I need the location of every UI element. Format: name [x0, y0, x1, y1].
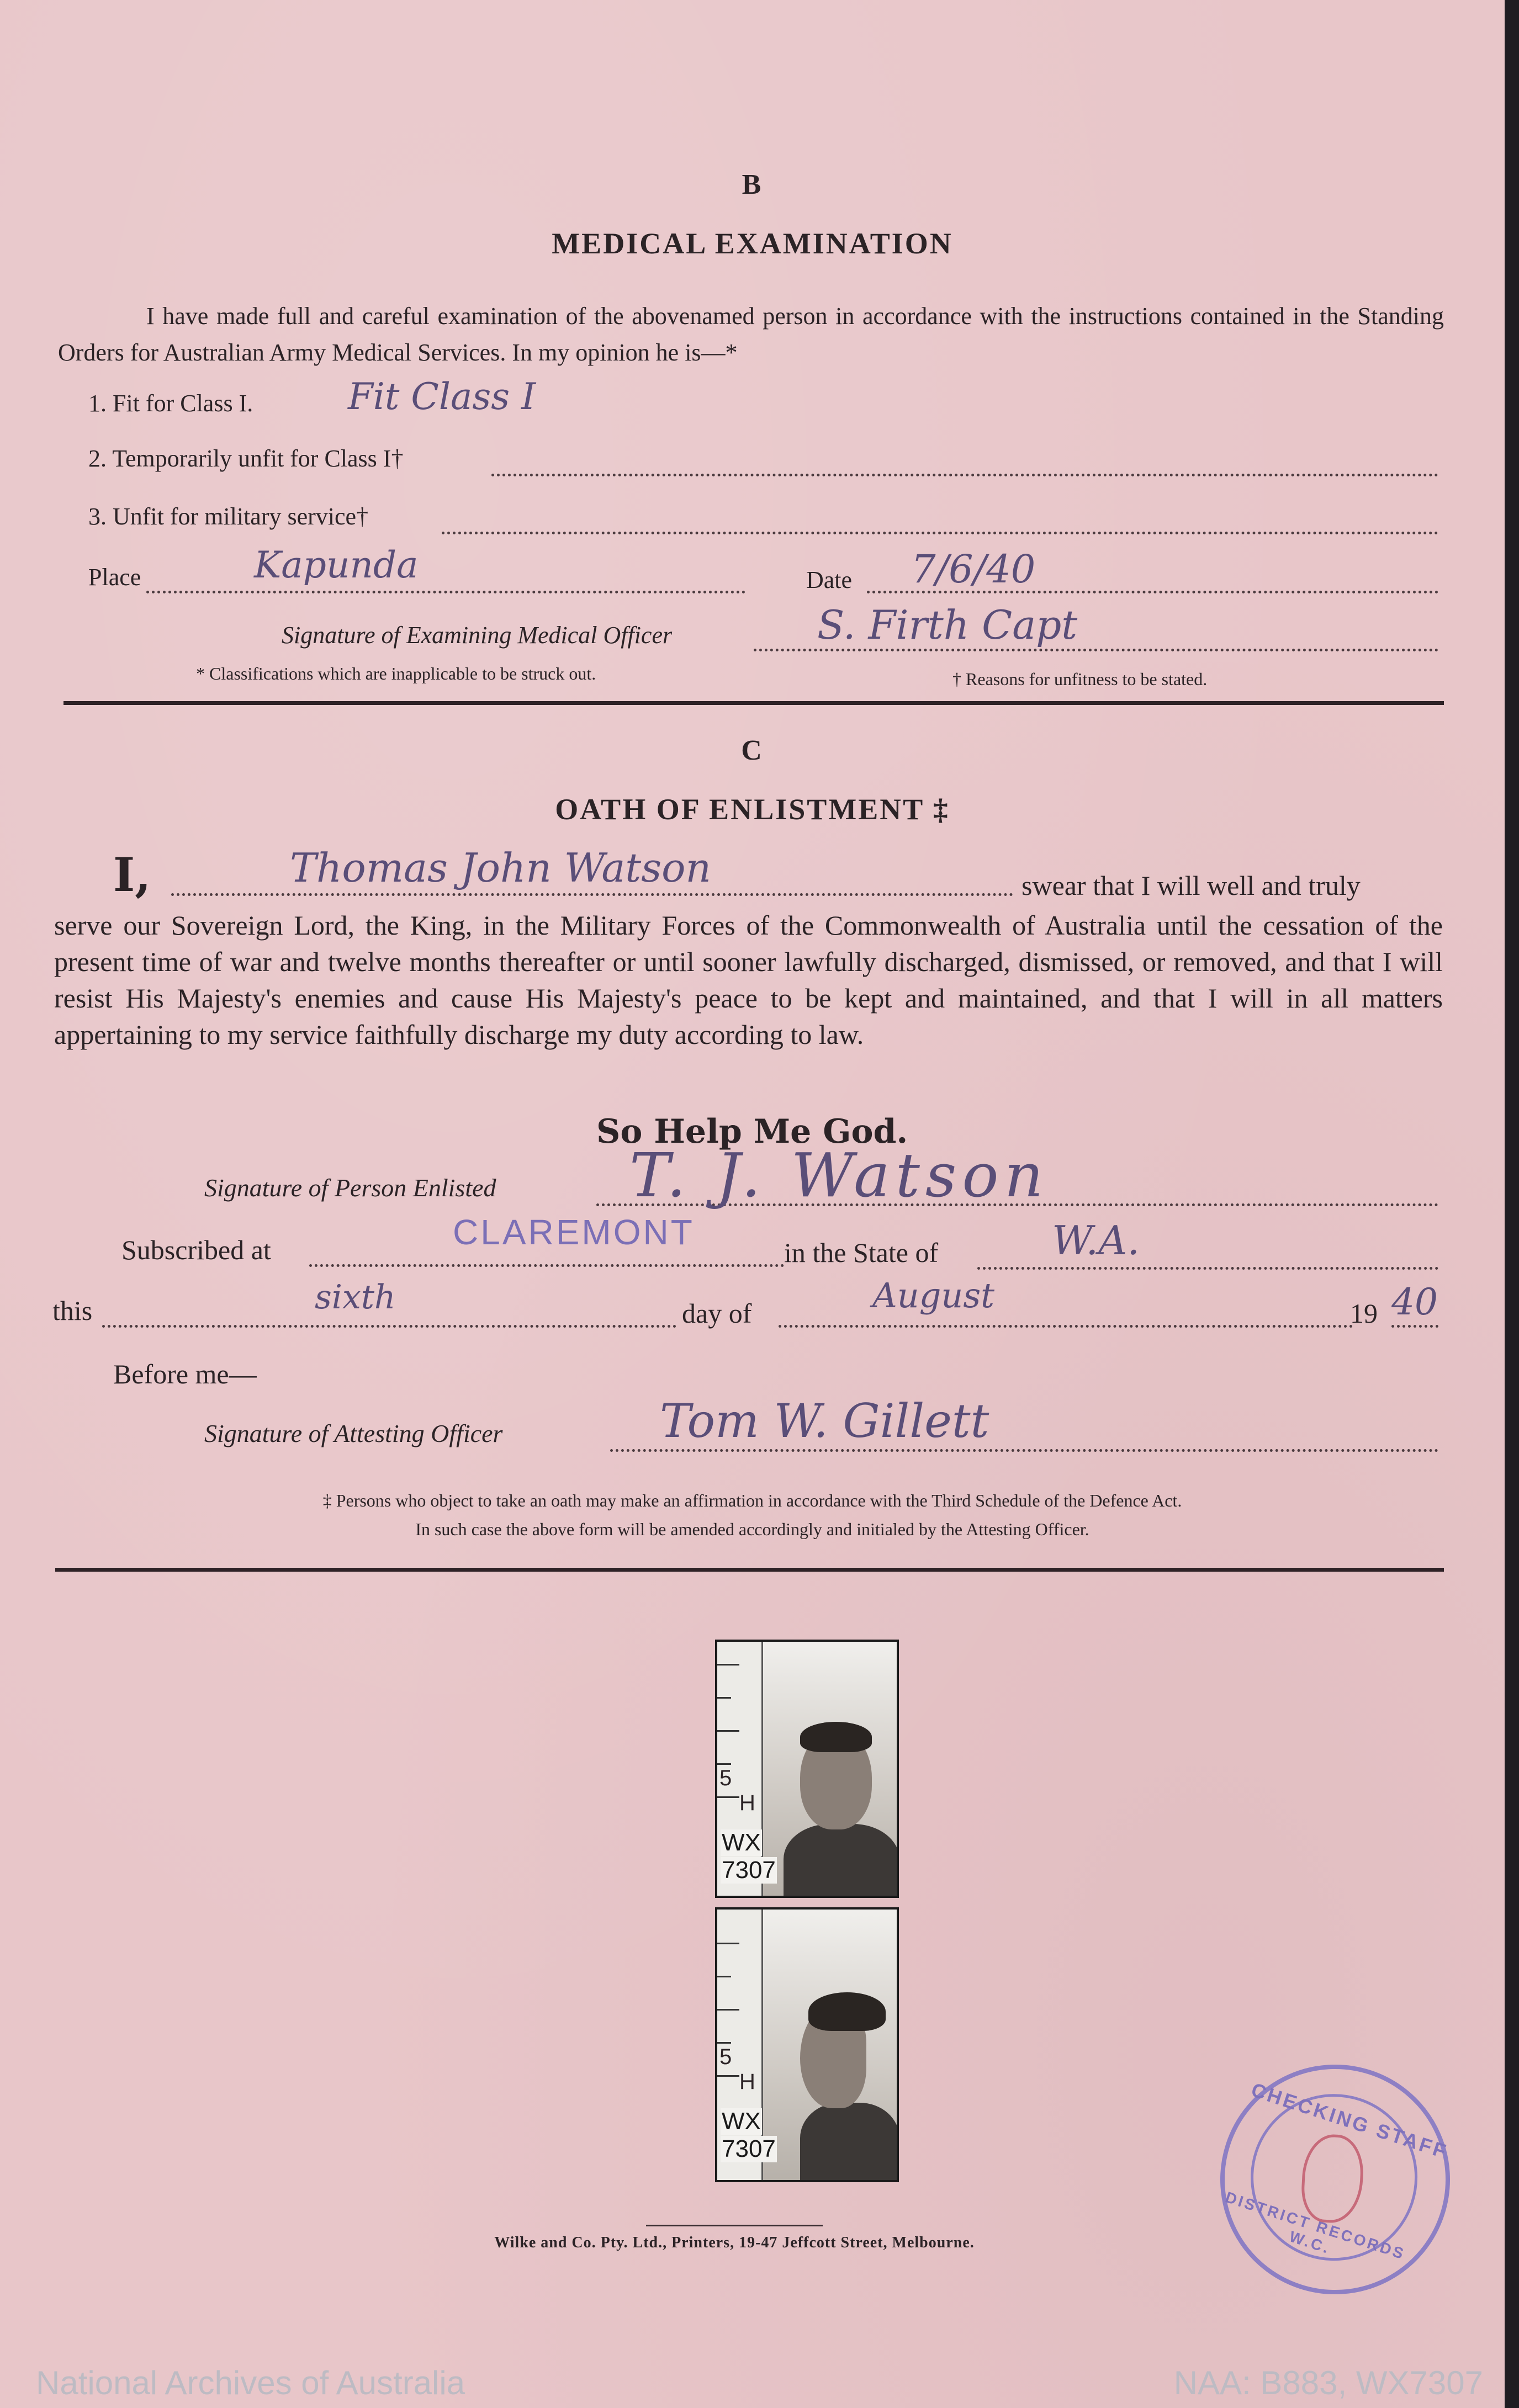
id-tag-line1: WX — [722, 2108, 761, 2135]
ruler-tick — [717, 2042, 731, 2044]
fit-class-label: 1. Fit for Class I. — [88, 390, 253, 417]
oath-footnote-1: ‡ Persons who object to take an oath may make an affirmation in accordance with the Third Schedule of the Defence Act. — [322, 1491, 1182, 1510]
ruler-tick — [717, 2009, 739, 2011]
ruler-tick — [717, 1697, 731, 1699]
ruler-tick — [717, 1943, 739, 1944]
front-photo — [715, 1640, 899, 1898]
oath-swear: swear that I will well and truly — [1022, 870, 1361, 901]
profile-photo — [715, 1907, 899, 2182]
ruler-mark: H — [739, 1791, 755, 1815]
stamp-bottom-text: DISTRICT RECORDS W.C. — [1223, 2188, 1408, 2263]
section-b-title: MEDICAL EXAMINATION — [552, 227, 953, 260]
section-b-letter: B — [742, 169, 763, 200]
month-line — [779, 1325, 1353, 1328]
year-line — [1391, 1325, 1438, 1328]
ruler-tick — [717, 1664, 739, 1666]
ruler-tick — [717, 1763, 731, 1765]
id-tag-line2: 7307 — [722, 2135, 776, 2162]
ruler-mark: 5 — [719, 1766, 732, 1790]
year-prefix: 19 — [1350, 1298, 1378, 1329]
oath-initial: I, — [113, 847, 151, 902]
section-c-title: OATH OF ENLISTMENT ‡ — [555, 793, 950, 826]
section-c-letter: C — [741, 735, 764, 766]
ruler-tick — [717, 1976, 731, 1977]
medical-intro: I have made full and careful examination of the abovenamed person in accordance with the instructions contained in the Standing Orders for Australian Army Medical Services. In my opinion he is—* — [58, 303, 1444, 366]
date-value: 7/6/40 — [911, 547, 1036, 592]
ruler-tick — [717, 2075, 739, 2077]
attesting-signature-value: Tom W. Gillett — [660, 1394, 989, 1448]
examiner-signature-label: Signature of Examining Medical Officer — [282, 622, 673, 649]
this-label: this — [52, 1295, 93, 1326]
examiner-signature-value: S. Firth Capt — [817, 602, 1078, 648]
day-line — [102, 1325, 676, 1328]
attesting-signature-label: Signature of Attesting Officer — [204, 1419, 503, 1447]
bottom-divider — [55, 1568, 1444, 1572]
unfit-line — [442, 532, 1438, 534]
oath-body: serve our Sovereign Lord, the King, in the Military Forces of the Commonwealth of Australia until the cessation of the present time of war and twelve months thereafter or until sooner lawfully discharged, dismissed, or removed, and that I will resist His Majesty's enemies and cause His Majesty's peace to be kept and maintained, and that I will in all matters appertaining to my service faithfully discharge my duty according to law. — [54, 910, 1443, 1050]
state-label: in the State of — [784, 1237, 939, 1268]
enlisted-signature-label: Signature of Person Enlisted — [204, 1174, 496, 1202]
so-help-me-god: So Help Me God. — [596, 1112, 908, 1151]
place-value: Kapunda — [254, 544, 419, 586]
hair — [808, 1992, 886, 2031]
archive-name: National Archives of Australia — [36, 2364, 465, 2401]
attesting-signature-line — [610, 1449, 1438, 1452]
enlistee-name: Thomas John Watson — [290, 845, 711, 891]
checking-staff-stamp — [1190, 2035, 1480, 2324]
enlisted-signature-value: T. J. Watson — [629, 1140, 1049, 1211]
year-value: 40 — [1391, 1281, 1438, 1323]
torso — [784, 1824, 899, 1898]
name-line — [171, 893, 1013, 896]
unfit-label: 3. Unfit for military service† — [88, 503, 369, 530]
day-of-label: day of — [682, 1298, 752, 1329]
id-tag-line2: 7307 — [722, 1857, 776, 1884]
hair — [800, 1722, 872, 1752]
ruler-mark: H — [739, 2070, 755, 2094]
examiner-signature-line — [754, 649, 1438, 651]
place-line — [146, 591, 745, 593]
state-line — [977, 1267, 1438, 1270]
ruler-tick — [717, 1796, 739, 1798]
torso — [800, 2103, 899, 2182]
oath-footnote-2: In such case the above form will be amended accordingly and initialed by the Attesting Officer. — [415, 1519, 1089, 1539]
day-value: sixth — [315, 1278, 396, 1317]
footnote-dagger: † Reasons for unfitness to be stated. — [952, 669, 1208, 689]
printer-credit: Wilke and Co. Pty. Ltd., Printers, 19-47 Jeffcott Street, Melbourne. — [494, 2234, 975, 2251]
temp-unfit-line — [491, 474, 1438, 476]
temp-unfit-label: 2. Temporarily unfit for Class I† — [88, 445, 404, 472]
id-tag-line1: WX — [722, 1829, 761, 1856]
place-label: Place — [88, 564, 141, 591]
state-value: W.A. — [1052, 1217, 1140, 1264]
fit-class-value: Fit Class I — [348, 375, 536, 418]
footnote-star: * Classifications which are inapplicable to be struck out. — [196, 664, 596, 683]
printer-rule — [646, 2225, 823, 2226]
archive-reference: NAA: B883, WX7307 — [1173, 2364, 1483, 2401]
date-label: Date — [806, 566, 853, 593]
ruler-mark: 5 — [719, 2045, 732, 2069]
section-divider — [63, 701, 1444, 705]
subscribed-line — [309, 1264, 784, 1267]
month-value: August — [872, 1275, 995, 1316]
before-me: Before me— — [113, 1359, 257, 1389]
stamp-top-text: CHECKING STAFF — [1248, 2078, 1451, 2163]
subscribed-place-stamp: CLAREMONT — [453, 1212, 695, 1252]
ruler-tick — [717, 1730, 739, 1732]
archive-footer — [0, 2353, 1519, 2408]
subscribed-label: Subscribed at — [121, 1234, 271, 1265]
